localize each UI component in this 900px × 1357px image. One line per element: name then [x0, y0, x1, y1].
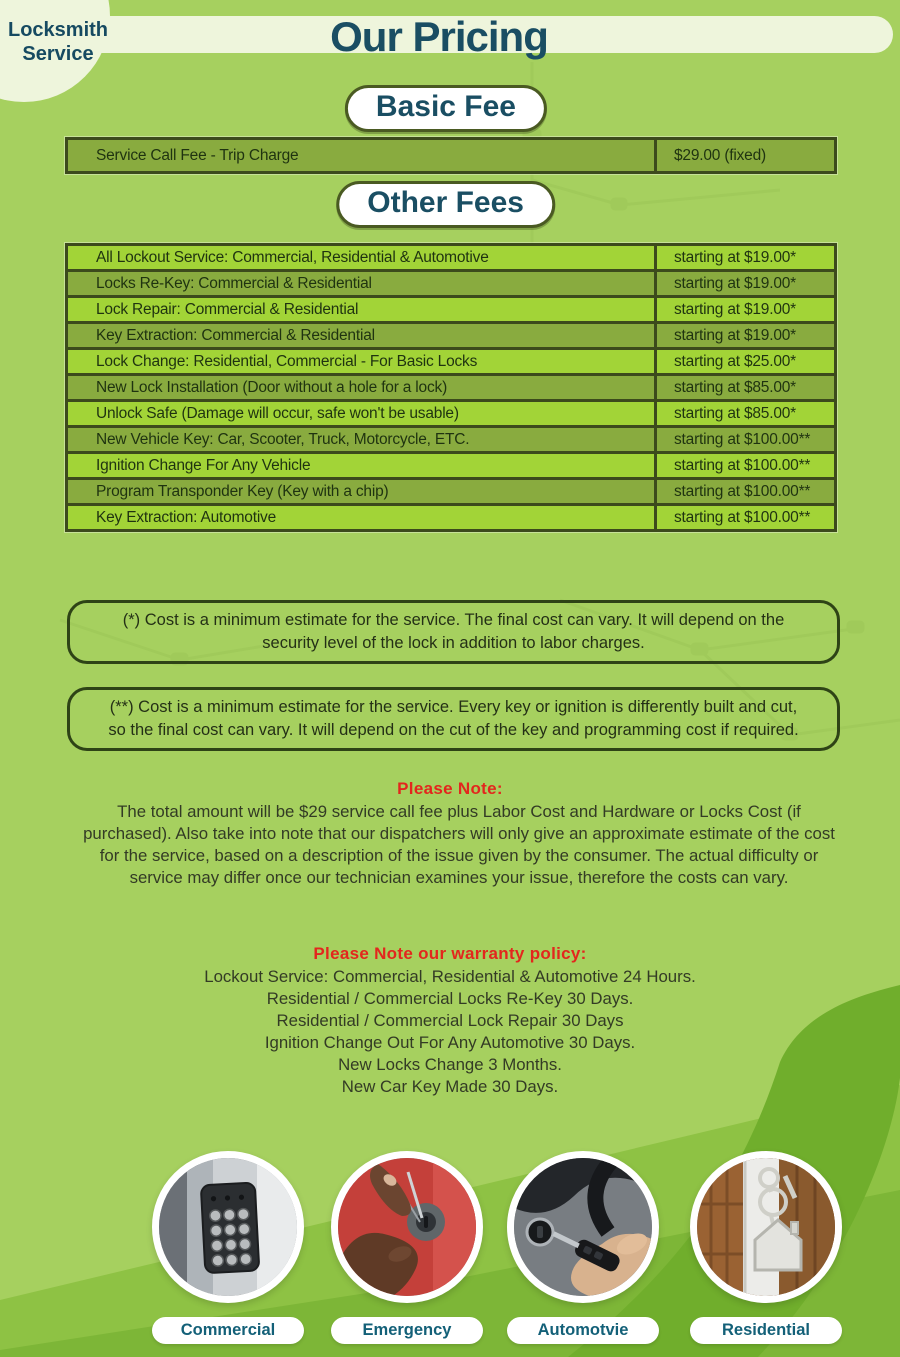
- service-cell: Ignition Change For Any Vehicle: [96, 456, 311, 474]
- car-lockout-pick-photo: [338, 1158, 476, 1296]
- service-cell: Key Extraction: Automotive: [96, 508, 277, 526]
- price-cell: starting at $100.00**: [654, 506, 834, 529]
- other-fees-table: [65, 243, 837, 532]
- logo-line1: Locksmith: [7, 19, 109, 41]
- price-cell: starting at $19.00*: [654, 246, 834, 269]
- logo-line2: Service: [22, 43, 94, 65]
- service-cell: Program Transponder Key (Key with a chip): [96, 482, 389, 500]
- category-label-automotive[interactable]: Automotvie: [507, 1317, 659, 1344]
- category-emergency[interactable]: [331, 1151, 483, 1303]
- page-title: Our Pricing: [330, 13, 548, 60]
- table-row: [68, 246, 834, 269]
- table-row: [68, 295, 834, 321]
- table-row: [68, 140, 834, 171]
- price-cell: starting at $85.00*: [654, 402, 834, 425]
- keypad-door-lock-photo: [159, 1158, 297, 1296]
- price-cell: starting at $19.00*: [654, 298, 834, 321]
- warranty-list: [0, 966, 900, 1098]
- service-cell: Locks Re-Key: Commercial & Residential: [96, 274, 372, 292]
- table-row: [68, 321, 834, 347]
- service-cell: Service Call Fee - Trip Charge: [96, 146, 299, 164]
- price-cell: starting at $19.00*: [654, 272, 834, 295]
- footnote-single-asterisk: (*) Cost is a minimum estimate for the service. The final cost can vary. It will depend on the security level of the lock in addition to labor charges.: [67, 600, 840, 664]
- table-row: [68, 399, 834, 425]
- footnote-double-asterisk: (**) Cost is a minimum estimate for the service. Every key or ignition is differently built and cut, so the final cost can vary. It will depend on the cut of the key and programming cost if required.: [67, 687, 840, 751]
- table-row: [68, 373, 834, 399]
- category-commercial[interactable]: [152, 1151, 304, 1303]
- table-row: [68, 503, 834, 529]
- price-cell: starting at $100.00**: [654, 454, 834, 477]
- warranty-heading: Please Note our warranty policy:: [313, 944, 587, 963]
- category-label-emergency[interactable]: Emergency: [331, 1317, 483, 1344]
- service-cell: Unlock Safe (Damage will occur, safe won't be usable): [96, 404, 459, 422]
- service-cell: All Lockout Service: Commercial, Residential & Automotive: [96, 248, 489, 266]
- price-cell: starting at $85.00*: [654, 376, 834, 399]
- car-key-ignition-photo: [514, 1158, 652, 1296]
- house-keychain-door-photo: [697, 1158, 835, 1296]
- table-row: [68, 425, 834, 451]
- table-row: [68, 477, 834, 503]
- warranty-item: Residential / Commercial Locks Re-Key 30 Days.: [266, 989, 634, 1008]
- service-cell: Lock Repair: Commercial & Residential: [96, 300, 359, 318]
- table-row: [68, 451, 834, 477]
- price-cell: starting at $25.00*: [654, 350, 834, 373]
- please-note-heading: Please Note:: [397, 779, 503, 798]
- price-cell: starting at $19.00*: [654, 324, 834, 347]
- service-cell: New Lock Installation (Door without a hole for a lock): [96, 378, 448, 396]
- warranty-item: New Locks Change 3 Months.: [338, 1055, 562, 1074]
- basic-fee-heading: Basic Fee: [345, 85, 547, 132]
- warranty-item: Ignition Change Out For Any Automotive 30 Days.: [264, 1033, 636, 1052]
- table-row: [68, 269, 834, 295]
- service-cell: Key Extraction: Commercial & Residential: [96, 326, 375, 344]
- price-cell: starting at $100.00**: [654, 480, 834, 503]
- please-note-body: The total amount will be $29 service call fee plus Labor Cost and Hardware or Locks Cost (if purchased). Also take into note that our dispatchers will only give an approximate estimate of the cost for the service, based on a description of the issue given by the consumer. The actual difficulty or service may differ once our technician examines your issue, therefore the costs can vary.: [83, 802, 835, 887]
- service-cell: New Vehicle Key: Car, Scooter, Truck, Motorcycle, ETC.: [96, 430, 470, 448]
- basic-fee-table: [65, 137, 837, 174]
- service-cell: Lock Change: Residential, Commercial - For Basic Locks: [96, 352, 478, 370]
- warranty-item: Lockout Service: Commercial, Residential & Automotive 24 Hours.: [204, 967, 696, 986]
- category-label-commercial[interactable]: Commercial: [152, 1317, 304, 1344]
- price-cell: starting at $100.00**: [654, 428, 834, 451]
- warranty-item: New Car Key Made 30 Days.: [341, 1077, 559, 1096]
- warranty-item: Residential / Commercial Lock Repair 30 Days: [276, 1011, 624, 1030]
- category-residential[interactable]: [690, 1151, 842, 1303]
- category-automotive[interactable]: [507, 1151, 659, 1303]
- category-label-residential[interactable]: Residential: [690, 1317, 842, 1344]
- price-cell: $29.00 (fixed): [654, 140, 834, 171]
- table-row: [68, 347, 834, 373]
- other-fees-heading: Other Fees: [336, 181, 555, 228]
